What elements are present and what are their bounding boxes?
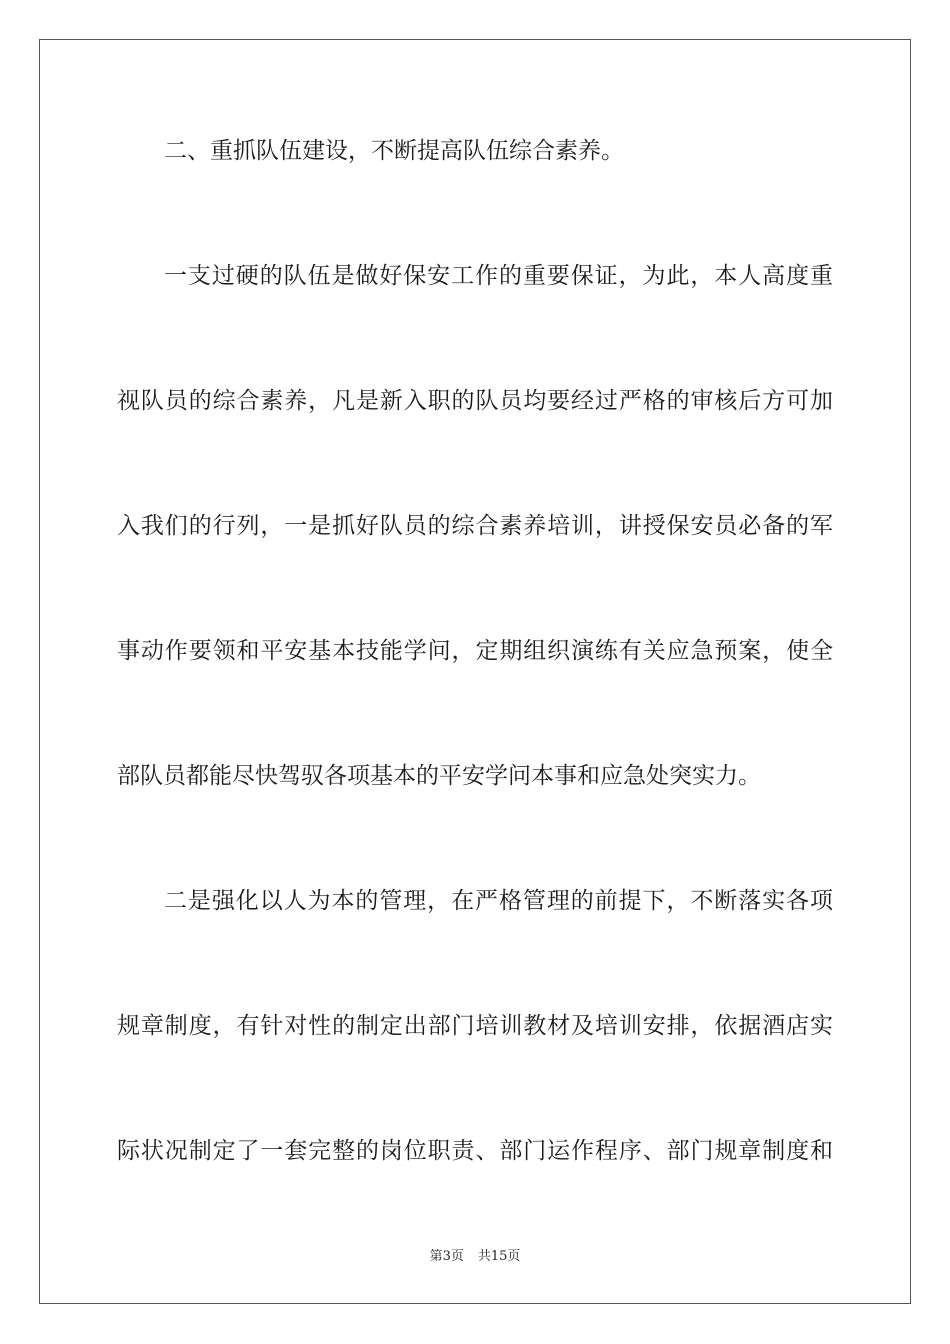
paragraph-line: 二是强化以人为本的管理，在严格管理的前提下，不断落实各项 xyxy=(164,888,833,914)
paragraph-line: 部队员都能尽快驾驭各项基本的平安学问本事和应急处突实力。 xyxy=(117,763,761,789)
page-total: 共15页 xyxy=(477,1249,521,1264)
page-footer xyxy=(0,1248,950,1266)
paragraph-line: 事动作要领和平安基本技能学问，定期组织演练有关应急预案，使全 xyxy=(117,638,833,664)
page-number: 第3页 xyxy=(429,1249,464,1264)
paragraph-line: 规章制度，有针对性的制定出部门培训教材及培训安排，依据酒店实 xyxy=(117,1013,833,1039)
paragraph-line: 一支过硬的队伍是做好保安工作的重要保证，为此，本人高度重 xyxy=(164,263,833,289)
paragraph-line: 际状况制定了一套完整的岗位职责、部门运作程序、部门规章制度和 xyxy=(117,1138,833,1164)
paragraph-line: 视队员的综合素养，凡是新入职的队员均要经过严格的审核后方可加 xyxy=(117,388,833,414)
paragraph-line: 入我们的行列，一是抓好队员的综合素养培训，讲授保安员必备的军 xyxy=(117,513,833,539)
section-heading: 二、重抓队伍建设，不断提高队伍综合素养。 xyxy=(164,138,624,164)
page-border xyxy=(39,39,911,1304)
